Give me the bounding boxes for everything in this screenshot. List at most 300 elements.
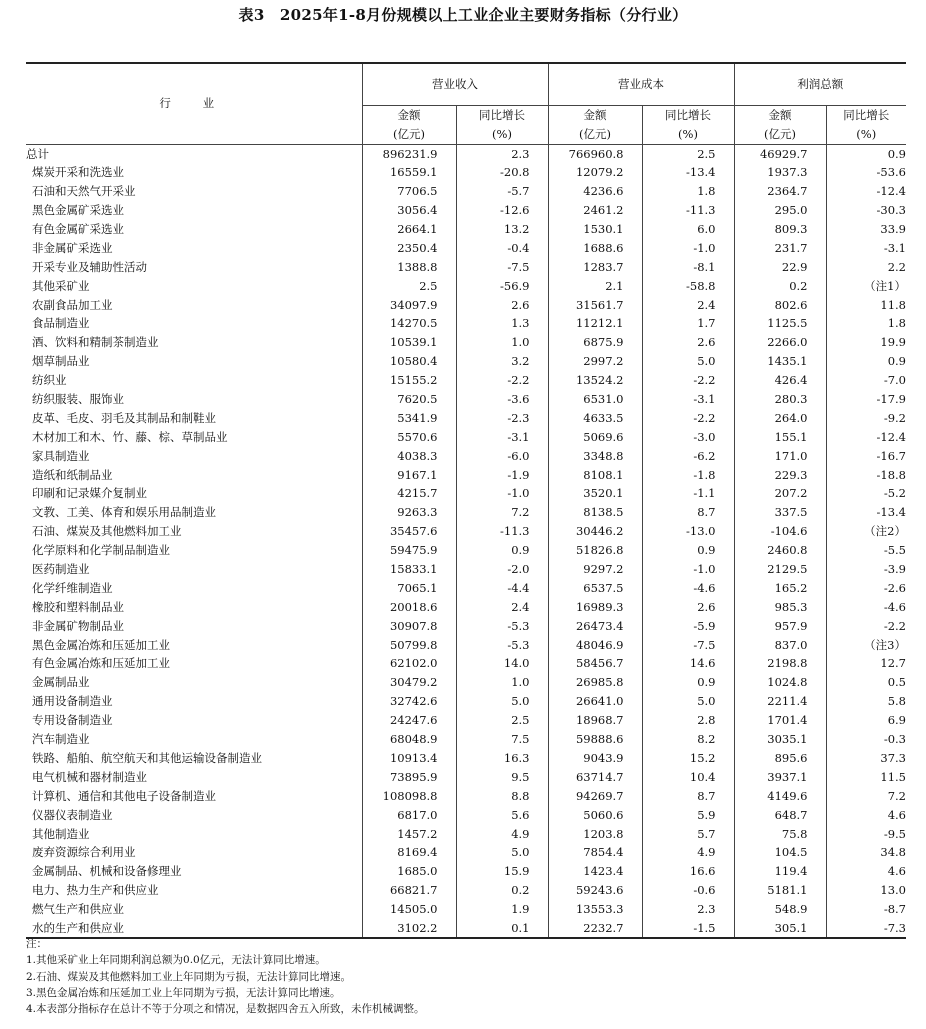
industry-name: 仪器仪表制造业 <box>32 807 113 822</box>
revenue-amount-cell: 6817.0 <box>362 805 456 824</box>
revenue-growth-cell: -11.3 <box>456 522 548 541</box>
industry-name: 化学纤维制造业 <box>32 580 113 595</box>
cost-amount-cell: 8138.5 <box>548 503 642 522</box>
profit-amount-header: 金额 (亿元) <box>734 105 826 144</box>
industry-name: 皮革、毛皮、羽毛及其制品和制鞋业 <box>32 410 216 425</box>
industry-name: 非金属矿物制品业 <box>32 618 124 633</box>
profit-amount-cell: 985.3 <box>734 597 826 616</box>
cost-amount-cell: 2997.2 <box>548 352 642 371</box>
cost-growth-cell: -0.6 <box>642 881 734 900</box>
profit-growth-cell: -9.5 <box>826 824 906 843</box>
revenue-amount-cell: 24247.6 <box>362 711 456 730</box>
cost-growth-cell: -13.4 <box>642 163 734 182</box>
industry-name: 非金属矿采选业 <box>32 240 113 255</box>
revenue-growth-cell: -56.9 <box>456 276 548 295</box>
table-row <box>26 352 906 371</box>
profit-amount-cell: 648.7 <box>734 805 826 824</box>
revenue-amount-cell: 50799.8 <box>362 635 456 654</box>
table-row <box>26 427 906 446</box>
profit-growth-cell: -16.7 <box>826 446 906 465</box>
revenue-growth-cell: 5.6 <box>456 805 548 824</box>
profit-growth-cell: 19.9 <box>826 333 906 352</box>
cost-growth-cell: -13.0 <box>642 522 734 541</box>
cost-growth-cell: -3.0 <box>642 427 734 446</box>
profit-growth-cell: 12.7 <box>826 654 906 673</box>
profit-growth-cell: 34.8 <box>826 843 906 862</box>
table-row <box>26 919 906 938</box>
profit-growth-cell: 1.8 <box>826 314 906 333</box>
revenue-growth-cell: 9.5 <box>456 767 548 786</box>
cost-growth-cell: 14.6 <box>642 654 734 673</box>
footnote-item: 4.本表部分指标存在总计不等于分项之和情况，是数据四舍五入所致，未作机械调整。 <box>26 1003 425 1016</box>
cost-amount-cell: 2461.2 <box>548 201 642 220</box>
cost-amount-cell: 48046.9 <box>548 635 642 654</box>
cost-amount-cell: 6537.5 <box>548 578 642 597</box>
cost-amount-cell: 51826.8 <box>548 541 642 560</box>
profit-amount-cell: 3035.1 <box>734 730 826 749</box>
revenue-growth-cell: -2.0 <box>456 560 548 579</box>
revenue-amount-cell: 3056.4 <box>362 201 456 220</box>
profit-growth-cell: -5.5 <box>826 541 906 560</box>
cost-growth-cell: -58.8 <box>642 276 734 295</box>
profit-amount-cell: 207.2 <box>734 484 826 503</box>
revenue-growth-cell: 2.5 <box>456 711 548 730</box>
cost-growth-cell: 4.9 <box>642 843 734 862</box>
profit-growth-cell: -8.7 <box>826 900 906 919</box>
revenue-amount-header: 金额 (亿元) <box>362 105 456 144</box>
cost-amount-cell: 3348.8 <box>548 446 642 465</box>
profit-growth-cell: 2.2 <box>826 257 906 276</box>
cost-growth-cell: -4.6 <box>642 578 734 597</box>
revenue-amount-cell: 1388.8 <box>362 257 456 276</box>
table-row <box>26 257 906 276</box>
table-row <box>26 597 906 616</box>
cost-growth-cell: -5.9 <box>642 616 734 635</box>
cost-growth-cell: 0.9 <box>642 541 734 560</box>
industry-name: 电力、热力生产和供应业 <box>32 883 159 898</box>
table-row <box>26 182 906 201</box>
cost-amount-cell: 2.1 <box>548 276 642 295</box>
profit-growth-cell: -3.1 <box>826 238 906 257</box>
industry-name: 纺织业 <box>32 373 67 388</box>
cost-amount-cell: 9297.2 <box>548 560 642 579</box>
revenue-amount-cell: 30907.8 <box>362 616 456 635</box>
cost-growth-cell: -1.5 <box>642 919 734 938</box>
profit-growth-cell: （注3） <box>826 635 906 654</box>
cost-amount-cell: 3520.1 <box>548 484 642 503</box>
cost-amount-cell: 1530.1 <box>548 220 642 239</box>
revenue-growth-cell: -1.9 <box>456 465 548 484</box>
revenue-amount-cell: 30479.2 <box>362 673 456 692</box>
profit-growth-cell: 6.9 <box>826 711 906 730</box>
profit-growth-cell: 0.9 <box>826 144 906 163</box>
cost-amount-cell: 94269.7 <box>548 786 642 805</box>
profit-amount-cell: 165.2 <box>734 578 826 597</box>
industry-name: 石油、煤炭及其他燃料加工业 <box>32 524 182 539</box>
industry-name: 燃气生产和供应业 <box>32 902 124 917</box>
revenue-growth-cell: -2.2 <box>456 371 548 390</box>
cost-growth-cell: -7.5 <box>642 635 734 654</box>
cost-growth-cell: 5.7 <box>642 824 734 843</box>
profit-amount-cell: 895.6 <box>734 749 826 768</box>
financial-indicators-table <box>26 62 906 939</box>
profit-amount-cell: 280.3 <box>734 390 826 409</box>
cost-growth-cell: -6.2 <box>642 446 734 465</box>
table-row <box>26 238 906 257</box>
industry-name: 金属制品业 <box>32 675 90 690</box>
revenue-amount-cell: 68048.9 <box>362 730 456 749</box>
table-row <box>26 711 906 730</box>
cost-amount-cell: 1423.4 <box>548 862 642 881</box>
profit-growth-cell: -9.2 <box>826 408 906 427</box>
revenue-growth-cell: 7.2 <box>456 503 548 522</box>
revenue-amount-cell: 2664.1 <box>362 220 456 239</box>
revenue-amount-cell: 3102.2 <box>362 919 456 938</box>
table-row <box>26 390 906 409</box>
revenue-growth-header: 同比增长 (%) <box>456 105 548 144</box>
revenue-growth-cell: 4.9 <box>456 824 548 843</box>
profit-growth-cell: （注2） <box>826 522 906 541</box>
cost-amount-cell: 30446.2 <box>548 522 642 541</box>
table-title: 表3 2025年1-8月份规模以上工业企业主要财务指标（分行业） <box>238 6 688 24</box>
profit-amount-cell: 305.1 <box>734 919 826 938</box>
footnote-item: 1.其他采矿业上年同期利润总额为0.0亿元，无法计算同比增速。 <box>26 954 326 967</box>
industry-name: 其他采矿业 <box>32 278 90 293</box>
profit-header: 利润总额 <box>734 63 906 105</box>
revenue-growth-cell: 2.3 <box>456 144 548 163</box>
industry-name: 开采专业及辅助性活动 <box>32 259 147 274</box>
industry-name: 有色金属冶炼和压延加工业 <box>32 656 170 671</box>
revenue-growth-cell: 13.2 <box>456 220 548 239</box>
profit-amount-cell: 295.0 <box>734 201 826 220</box>
profit-growth-cell: 0.5 <box>826 673 906 692</box>
footnote-item: 2.石油、煤炭及其他燃料加工业上年同期为亏损，无法计算同比增速。 <box>26 970 352 983</box>
cost-amount-cell: 5069.6 <box>548 427 642 446</box>
profit-growth-cell: （注1） <box>826 276 906 295</box>
cost-amount-cell: 2232.7 <box>548 919 642 938</box>
profit-amount-cell: 46929.7 <box>734 144 826 163</box>
revenue-growth-cell: 7.5 <box>456 730 548 749</box>
revenue-amount-cell: 8169.4 <box>362 843 456 862</box>
revenue-amount-cell: 896231.9 <box>362 144 456 163</box>
profit-growth-cell: 33.9 <box>826 220 906 239</box>
profit-amount-cell: 809.3 <box>734 220 826 239</box>
profit-growth-cell: 11.5 <box>826 767 906 786</box>
revenue-growth-cell: -12.6 <box>456 201 548 220</box>
profit-amount-cell: 2211.4 <box>734 692 826 711</box>
cost-amount-cell: 7854.4 <box>548 843 642 862</box>
table-body <box>26 144 906 938</box>
revenue-amount-cell: 2.5 <box>362 276 456 295</box>
revenue-amount-cell: 34097.9 <box>362 295 456 314</box>
revenue-amount-cell: 108098.8 <box>362 786 456 805</box>
cost-amount-cell: 63714.7 <box>548 767 642 786</box>
industry-name: 废弃资源综合利用业 <box>32 845 136 860</box>
profit-growth-cell: -13.4 <box>826 503 906 522</box>
cost-amount-cell: 31561.7 <box>548 295 642 314</box>
cost-growth-cell: 8.7 <box>642 786 734 805</box>
profit-growth-header: 同比增长 (%) <box>826 105 906 144</box>
cost-amount-cell: 26641.0 <box>548 692 642 711</box>
revenue-amount-cell: 9167.1 <box>362 465 456 484</box>
cost-amount-cell: 12079.2 <box>548 163 642 182</box>
cost-amount-cell: 26985.8 <box>548 673 642 692</box>
cost-growth-cell: 2.3 <box>642 900 734 919</box>
revenue-growth-cell: 3.2 <box>456 352 548 371</box>
industry-name: 酒、饮料和精制茶制造业 <box>32 335 159 350</box>
cost-amount-cell: 26473.4 <box>548 616 642 635</box>
cost-amount-cell: 8108.1 <box>548 465 642 484</box>
revenue-growth-cell: -5.3 <box>456 635 548 654</box>
table-row <box>26 541 906 560</box>
industry-name: 农副食品加工业 <box>32 297 113 312</box>
revenue-amount-cell: 5341.9 <box>362 408 456 427</box>
cost-growth-cell: 2.6 <box>642 333 734 352</box>
revenue-amount-cell: 10913.4 <box>362 749 456 768</box>
revenue-growth-cell: -3.1 <box>456 427 548 446</box>
profit-amount-cell: 22.9 <box>734 257 826 276</box>
profit-amount-cell: 3937.1 <box>734 767 826 786</box>
profit-amount-cell: 231.7 <box>734 238 826 257</box>
profit-growth-cell: -4.6 <box>826 597 906 616</box>
revenue-amount-cell: 7706.5 <box>362 182 456 201</box>
revenue-growth-cell: 0.9 <box>456 541 548 560</box>
table-row <box>26 635 906 654</box>
cost-amount-cell: 58456.7 <box>548 654 642 673</box>
cost-growth-cell: -3.1 <box>642 390 734 409</box>
industry-name: 有色金属矿采选业 <box>32 222 124 236</box>
revenue-amount-cell: 10539.1 <box>362 333 456 352</box>
industry-name: 纺织服装、服饰业 <box>32 392 124 407</box>
cost-growth-cell: -1.1 <box>642 484 734 503</box>
table-row <box>26 201 906 220</box>
cost-amount-cell: 1283.7 <box>548 257 642 276</box>
cost-growth-cell: 2.4 <box>642 295 734 314</box>
revenue-amount-cell: 66821.7 <box>362 881 456 900</box>
cost-growth-cell: 1.7 <box>642 314 734 333</box>
profit-growth-cell: 7.2 <box>826 786 906 805</box>
table-row <box>26 767 906 786</box>
cost-growth-cell: -2.2 <box>642 371 734 390</box>
profit-amount-cell: 837.0 <box>734 635 826 654</box>
industry-name: 家具制造业 <box>32 448 90 463</box>
table-row <box>26 862 906 881</box>
profit-amount-cell: 1024.8 <box>734 673 826 692</box>
cost-growth-cell: 2.6 <box>642 597 734 616</box>
table-row <box>26 446 906 465</box>
revenue-amount-cell: 62102.0 <box>362 654 456 673</box>
cost-amount-cell: 6531.0 <box>548 390 642 409</box>
cost-amount-cell: 6875.9 <box>548 333 642 352</box>
table-row <box>26 560 906 579</box>
profit-growth-cell: 0.9 <box>826 352 906 371</box>
profit-growth-cell: -17.9 <box>826 390 906 409</box>
profit-amount-cell: 5181.1 <box>734 881 826 900</box>
cost-growth-header: 同比增长 (%) <box>642 105 734 144</box>
cost-amount-cell: 59888.6 <box>548 730 642 749</box>
revenue-growth-cell: -4.4 <box>456 578 548 597</box>
cost-growth-cell: 2.8 <box>642 711 734 730</box>
revenue-amount-cell: 7065.1 <box>362 578 456 597</box>
table-row <box>26 805 906 824</box>
industry-header: 行 业 <box>26 63 362 144</box>
revenue-growth-cell: -0.4 <box>456 238 548 257</box>
cost-growth-cell: 8.2 <box>642 730 734 749</box>
revenue-amount-cell: 1685.0 <box>362 862 456 881</box>
industry-name: 汽车制造业 <box>32 732 90 747</box>
cost-amount-cell: 1203.8 <box>548 824 642 843</box>
profit-growth-cell: -7.3 <box>826 919 906 938</box>
footnotes <box>26 936 906 1017</box>
revenue-growth-cell: 15.9 <box>456 862 548 881</box>
table-row <box>26 484 906 503</box>
cost-growth-cell: 1.8 <box>642 182 734 201</box>
cost-growth-cell: -1.8 <box>642 465 734 484</box>
cost-growth-cell: 2.5 <box>642 144 734 163</box>
cost-amount-cell: 4633.5 <box>548 408 642 427</box>
industry-name: 总计 <box>26 146 49 161</box>
cost-growth-cell: 5.0 <box>642 692 734 711</box>
revenue-growth-cell: 2.4 <box>456 597 548 616</box>
revenue-amount-cell: 7620.5 <box>362 390 456 409</box>
industry-name: 医药制造业 <box>32 562 90 577</box>
table-row <box>26 503 906 522</box>
revenue-amount-cell: 10580.4 <box>362 352 456 371</box>
cost-growth-cell: -2.2 <box>642 408 734 427</box>
revenue-amount-cell: 14505.0 <box>362 900 456 919</box>
industry-name: 铁路、船舶、航空航天和其他运输设备制造业 <box>32 750 262 765</box>
profit-amount-cell: 2129.5 <box>734 560 826 579</box>
industry-name: 其他制造业 <box>32 826 90 841</box>
revenue-amount-cell: 15155.2 <box>362 371 456 390</box>
industry-name: 煤炭开采和洗选业 <box>32 165 124 180</box>
profit-amount-cell: 229.3 <box>734 465 826 484</box>
revenue-amount-cell: 32742.6 <box>362 692 456 711</box>
profit-growth-cell: -0.3 <box>826 730 906 749</box>
profit-growth-cell: 4.6 <box>826 862 906 881</box>
industry-name: 印刷和记录媒介复制业 <box>32 486 147 501</box>
revenue-growth-cell: -7.5 <box>456 257 548 276</box>
cost-amount-cell: 13553.3 <box>548 900 642 919</box>
profit-growth-cell: -53.6 <box>826 163 906 182</box>
table-row <box>26 408 906 427</box>
profit-growth-cell: -12.4 <box>826 427 906 446</box>
profit-amount-cell: 2460.8 <box>734 541 826 560</box>
profit-growth-cell: 4.6 <box>826 805 906 824</box>
table-row <box>26 371 906 390</box>
table-row <box>26 616 906 635</box>
notes-heading: 注： <box>26 938 47 950</box>
profit-amount-cell: 1435.1 <box>734 352 826 371</box>
cost-growth-cell: -8.1 <box>642 257 734 276</box>
industry-name: 化学原料和化学制品制造业 <box>32 543 170 558</box>
cost-amount-cell: 4236.6 <box>548 182 642 201</box>
revenue-amount-cell: 2350.4 <box>362 238 456 257</box>
table-row <box>26 333 906 352</box>
cost-growth-cell: 16.6 <box>642 862 734 881</box>
revenue-growth-cell: -20.8 <box>456 163 548 182</box>
revenue-growth-cell: -6.0 <box>456 446 548 465</box>
profit-growth-cell: 13.0 <box>826 881 906 900</box>
table-row <box>26 654 906 673</box>
table-row <box>26 692 906 711</box>
profit-amount-cell: 2266.0 <box>734 333 826 352</box>
profit-amount-cell: 0.2 <box>734 276 826 295</box>
revenue-growth-cell: 1.0 <box>456 673 548 692</box>
table-row <box>26 314 906 333</box>
cost-amount-cell: 5060.6 <box>548 805 642 824</box>
cost-growth-cell: 5.0 <box>642 352 734 371</box>
table-row <box>26 900 906 919</box>
profit-amount-cell: 1701.4 <box>734 711 826 730</box>
revenue-amount-cell: 59475.9 <box>362 541 456 560</box>
revenue-growth-cell: -3.6 <box>456 390 548 409</box>
profit-amount-cell: -104.6 <box>734 522 826 541</box>
revenue-amount-cell: 4038.3 <box>362 446 456 465</box>
cost-growth-cell: -1.0 <box>642 560 734 579</box>
revenue-growth-cell: -2.3 <box>456 408 548 427</box>
table-row <box>26 673 906 692</box>
profit-growth-cell: -18.8 <box>826 465 906 484</box>
table-row <box>26 824 906 843</box>
industry-name: 木材加工和木、竹、藤、棕、草制品业 <box>32 429 228 444</box>
industry-name: 通用设备制造业 <box>32 694 113 709</box>
revenue-amount-cell: 5570.6 <box>362 427 456 446</box>
cost-growth-cell: -11.3 <box>642 201 734 220</box>
revenue-growth-cell: -1.0 <box>456 484 548 503</box>
revenue-amount-cell: 4215.7 <box>362 484 456 503</box>
profit-amount-cell: 75.8 <box>734 824 826 843</box>
table-row <box>26 276 906 295</box>
cost-growth-cell: 0.9 <box>642 673 734 692</box>
industry-name: 文教、工美、体育和娱乐用品制造业 <box>32 505 216 520</box>
profit-amount-cell: 171.0 <box>734 446 826 465</box>
revenue-growth-cell: 8.8 <box>456 786 548 805</box>
table-row <box>26 465 906 484</box>
profit-amount-cell: 4149.6 <box>734 786 826 805</box>
revenue-growth-cell: 1.3 <box>456 314 548 333</box>
industry-name: 水的生产和供应业 <box>26 919 362 938</box>
table-row <box>26 578 906 597</box>
revenue-amount-cell: 14270.5 <box>362 314 456 333</box>
cost-amount-cell: 1688.6 <box>548 238 642 257</box>
revenue-amount-cell: 9263.3 <box>362 503 456 522</box>
profit-growth-cell: -2.6 <box>826 578 906 597</box>
cost-amount-cell: 766960.8 <box>548 144 642 163</box>
revenue-growth-cell: -5.3 <box>456 616 548 635</box>
industry-name: 电气机械和器材制造业 <box>32 769 147 784</box>
cost-growth-cell: -1.0 <box>642 238 734 257</box>
cost-amount-cell: 18968.7 <box>548 711 642 730</box>
revenue-amount-cell: 1457.2 <box>362 824 456 843</box>
table-row <box>26 786 906 805</box>
revenue-growth-cell: 16.3 <box>456 749 548 768</box>
table-row <box>26 749 906 768</box>
table-row <box>26 220 906 239</box>
profit-amount-cell: 264.0 <box>734 408 826 427</box>
profit-amount-cell: 2198.8 <box>734 654 826 673</box>
profit-amount-cell: 119.4 <box>734 862 826 881</box>
revenue-growth-cell: 2.6 <box>456 295 548 314</box>
profit-growth-cell: -30.3 <box>826 201 906 220</box>
table-row <box>26 522 906 541</box>
revenue-growth-cell: 1.0 <box>456 333 548 352</box>
industry-name: 石油和天然气开采业 <box>32 184 136 199</box>
revenue-amount-cell: 20018.6 <box>362 597 456 616</box>
cost-header: 营业成本 <box>548 63 734 105</box>
profit-growth-cell: -3.9 <box>826 560 906 579</box>
revenue-amount-cell: 16559.1 <box>362 163 456 182</box>
